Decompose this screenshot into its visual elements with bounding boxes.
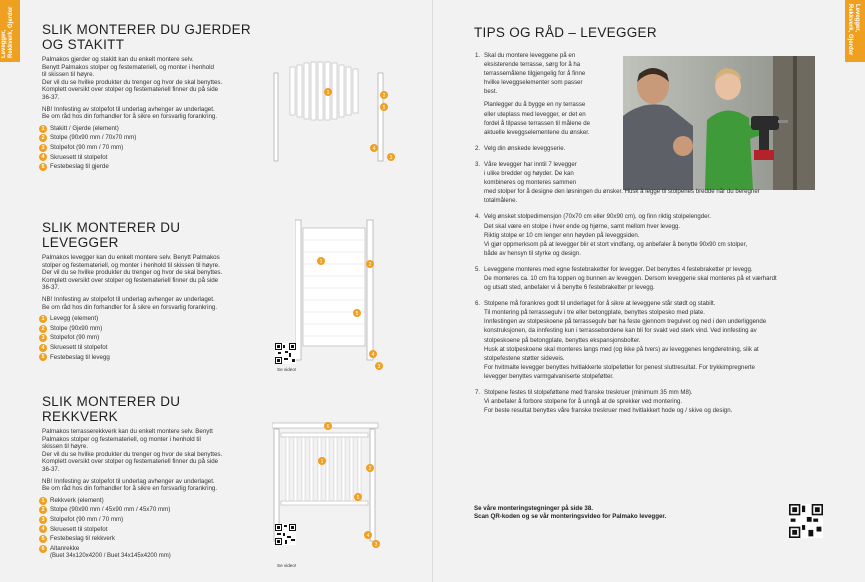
list-item: 6 Altanrekke (42, 544, 257, 554)
svg-text:5: 5 (356, 495, 360, 501)
list-item: 3. Våre levegger har inntil 7 levegger i ulike bredder og høyder. De kan kombineres og monteres sammen med stolper for å designe den løsningen du ønsker. Husk å legge til stolpenes bredde når du beregner totalmålene. (475, 160, 760, 205)
svg-text:4: 4 (372, 146, 376, 152)
fence-note-line: NB! Innfesting av stolpefot til underlag avhenger av underlaget. (42, 105, 215, 113)
screen-parts-list (42, 314, 257, 362)
screen-video-link[interactable]: Se video! (277, 367, 297, 372)
railing-intro-line: 36-37. (42, 465, 60, 473)
footer-line: Se våre monteringstegninger på side 38. (474, 505, 593, 512)
right-page (433, 0, 865, 582)
fence-title: SLIK MONTERER DU GJERDER OG STAKITT (42, 22, 251, 52)
tips-list (475, 52, 820, 423)
railing-intro-line: Palmakos terrasserekkverk kan du enkelt montere selv. Benytt (42, 428, 213, 435)
fence-section (42, 22, 257, 172)
section-tab-label: Levegger, Rekkverk, Gjerder (1, 6, 14, 58)
list-item: 5 Festebeslag til levegg (42, 353, 257, 363)
list-item: 7. Stolpene festes til stolpeføttene med franske treskruer (minimum 35 mm M8). Vi anbefaler å forbore stolpene for å unngå at de sprekker ved montering. For beste resultat benyttes våre franske treskruer med hvitlakkert hode og / skive og design. (475, 389, 733, 415)
railing-qr-code[interactable] (275, 524, 296, 545)
list-item: 4 Skruesett til stolpefot (42, 153, 257, 163)
railing-note-line: NB! Innfesting av stolpefot til underlag avhenger av underlaget. (42, 477, 215, 485)
svg-text:3: 3 (374, 542, 378, 548)
railing-intro-line: skissen til høyre. (42, 443, 89, 451)
svg-text:6: 6 (326, 424, 330, 430)
fence-parts-list (42, 124, 257, 172)
list-item: 5 Festebeslag til gjerde (42, 162, 257, 172)
fence-intro-line: 36-37. (42, 93, 60, 101)
railing-intro-line: Palmakos stolper og festemateriell, og monter i henhold til (42, 435, 201, 443)
svg-text:2: 2 (368, 466, 372, 472)
tips-title: TIPS OG RÅD – LEVEGGER (474, 25, 657, 40)
svg-text:5: 5 (355, 311, 359, 317)
list-item: 2 Stolpe (90x90 mm / 70x70 mm) (42, 133, 257, 143)
svg-text:3: 3 (389, 155, 393, 161)
section-tab-left (0, 0, 20, 62)
screen-intro-line: Der vil du se hvilke produkter du trenger og hvor de skal benyttes. (42, 269, 223, 277)
list-item: 1. Skal du montere leveggene på en eksisterende terrasse, sørg for å ha terrassemålene tilgjengelig for å finne hvilke leveggselementer som passer best. (475, 52, 586, 96)
railing-section (42, 394, 257, 560)
railing-intro-line: Komplett oversikt over stolper og festemateriell finner du på side (42, 458, 219, 466)
railing-sub-note: (Buet 34x120x4200 / Buet 34x145x4200 mm) (50, 553, 171, 560)
railing-title: SLIK MONTERER DU REKKVERK (42, 394, 181, 424)
list-item: 1 Levegg (element) (42, 314, 257, 324)
railing-parts-list (42, 496, 257, 554)
list-item: 3 Stolpefot (90 mm / 70 mm) (42, 143, 257, 153)
screen-intro-line: Komplett oversikt over stolper og festemateriell finner du på side (42, 276, 219, 284)
fence-intro-line: Komplett oversikt over stolper og festemateriell finner du på side (42, 86, 219, 94)
list-item: 3 Stolpefot (90 mm / 70 mm) (42, 515, 257, 525)
list-item: 4. Velg ønsket stolpedimensjon (70x70 cm eller 90x90 cm), og finn riktig stolpelengder. Det skal være en stolpe i hver ende og hjørne, samt mellom hver levegg. Riktig stolpe er 10 cm lenger enn høyden på leveggsiden. Vi gjør oppmerksom på at levegger blir et stort vindfang, og anbefaler å benytte 90x90 cm stolper, både av hensyn til styrke og design. (475, 213, 748, 257)
svg-text:4: 4 (366, 533, 370, 539)
railing-note-line: Be om råd hos din forhandler for å sikre en forsvarlig forankring. (42, 485, 218, 493)
svg-text:4: 4 (371, 352, 375, 358)
tips-qr-code[interactable] (789, 504, 823, 538)
screen-title: SLIK MONTERER DU LEVEGGER (42, 220, 181, 250)
svg-text:3: 3 (377, 364, 381, 370)
svg-text:2: 2 (382, 93, 386, 99)
screen-qr-code[interactable] (275, 343, 296, 364)
svg-text:5: 5 (382, 105, 386, 111)
list-item: 1 Rekkverk (element) (42, 496, 257, 506)
list-item: 2 Stolpe (90x90 mm / 45x90 mm / 45x70 mm) (42, 505, 257, 515)
list-item: 2. Velg din ønskede leveggserie. (475, 144, 566, 152)
list-item: 3 Stolpefot (90 mm) (42, 333, 257, 343)
screen-intro-line: Palmakos levegger kan du enkelt montere selv. Benytt Palmakos (42, 254, 220, 261)
list-item: 6. Stolpene må forankres godt til underlaget for å sikre at leveggene står stødt og stabilt. Til montering på terrassegulv i tre eller betongplate, benyttes stolpesko med plate. Innfestingen av stolpeskoene på terrassegulv bør ha feste gjennom tregulvet og ned i den underliggende konstruksjonen, da innfesting kun i terrassebordene kan bli for svakt ved sterk vind. Ved innfesting av stolpeskoene på betongplate, benyttes ekspansjonsbolter. Husk at stolpeskoene skal monteres langs med (og ikke på tvers) av leveggenes lengderetning, slik at stolpefestene støtter sideveis. For hvitmalte levegger benyttes hvitlakkerte stolpeføtter for penest sluttresultat. For trykkimpregnerte levegger benyttes varmgalvaniserte stolpeføtter. (475, 300, 767, 380)
fence-intro-line: Palmakos gjerder og stakitt kan du enkelt montere selv. (42, 56, 194, 63)
fence-illustration (270, 55, 400, 165)
list-item: 5. Leveggene monteres med egne festebraketter for levegger. Det benyttes 4 festebraketter pr levegg. De monteres ca. 10 cm fra toppen og bunnen av leveggen. Dersom leveggene skal monteres på et værhardt og utsatt sted, anbefaler vi å benytte 6 festebraketter pr levegg. (475, 265, 777, 292)
left-page (0, 0, 432, 582)
tips-footer (474, 505, 666, 520)
fence-intro-line: Benytt Palmakos stolper og festemateriell, og monter i henhold (42, 63, 214, 71)
screen-intro-line: stolper og festemateriell, og monter i henhold til skissen til høyre. (42, 261, 220, 269)
fence-intro-line: til skissen til høyre. (42, 71, 95, 79)
fence-note-line: Be om råd hos din forhandler for å sikre en forsvarlig forankring. (42, 113, 218, 121)
screen-section (42, 220, 257, 362)
svg-text:2: 2 (368, 262, 372, 268)
list-item: 5 Festebeslag til rekkverk (42, 534, 257, 544)
fence-intro-line: Der vil du se hvilke produkter du trenger og hvor de skal benyttes. (42, 78, 223, 86)
section-tab-right (845, 0, 865, 62)
screen-illustration (295, 210, 390, 370)
railing-intro-line: Der vil du se hvilke produkter du trenger og hvor de skal benyttes. (42, 450, 223, 458)
list-item: 2 Stolpe (90x90 mm) (42, 324, 257, 334)
svg-text:1: 1 (320, 459, 324, 465)
screen-note-line: NB! Innfesting av stolpefot til underlag avhenger av underlaget. (42, 295, 215, 303)
section-tab-label: Levegger, Rekkverk, Gjerder (847, 4, 860, 56)
svg-text:1: 1 (326, 90, 330, 96)
footer-line: Scan QR-koden og se vår monteringsvideo for Palmako levegger. (474, 512, 667, 520)
railing-video-link[interactable]: Se video! (277, 563, 297, 568)
screen-intro-line: 36-37. (42, 284, 60, 292)
list-item: 4 Skruesett til stolpefot (42, 343, 257, 353)
list-item: 1 Stakitt / Gjerde (element) (42, 124, 257, 134)
screen-note-line: Be om råd hos din forhandler for å sikre en forsvarlig forankring. (42, 303, 218, 311)
list-item: Planlegger du å bygge en ny terrasse eller uteplass med levegger, er det en fordel å tilpasse terrassen til målene de aktuelle leveggselementene du ønsker. (484, 101, 591, 136)
svg-text:1: 1 (319, 259, 323, 265)
list-item: 4 Skruesett til stolpefot (42, 525, 257, 535)
